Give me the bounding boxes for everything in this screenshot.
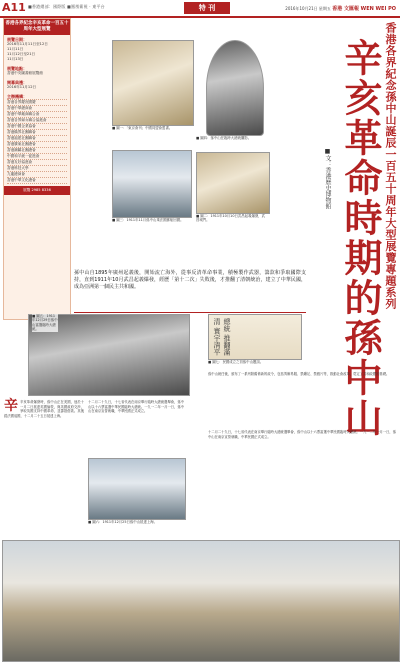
ceremony-title: 開幕典禮：: [7, 80, 27, 85]
organizer-item: 香港中華廠商聯合會: [7, 112, 67, 118]
sidebar-heading: 香港各界紀念辛亥革命一百五十周年大型展覽: [4, 19, 70, 35]
organizer-item: 香港潮屬社團總會: [7, 148, 67, 154]
caption-4: ■ 圖四：孫中山任臨時大總統攝影。: [196, 136, 252, 140]
sidebar-dates: [4, 35, 70, 64]
dates-title: 展覽日期：: [7, 37, 27, 42]
date-line: 11月11日: [7, 47, 24, 51]
caption-1: ■ 圖一：「東京會刊」中國同盟會盟書。: [112, 126, 173, 130]
caption-2: ■ 圖二：1911年10月10日武昌起義爆發，武昌城門。: [196, 214, 266, 223]
page-number: A11: [2, 1, 26, 14]
body-column-3: 孫中山就任後，頒布了一系列除舊佈新的政令，包括剪辮易服、禁纏足、禁鴉片等，推動社會改革，奠定了共和政體的基礎。: [208, 372, 390, 376]
paper-name: 香港 文匯報 WEN WEI PO: [332, 6, 396, 12]
caption-7: ■ 圖七：民國成立之初孫中山題詞。: [208, 360, 264, 364]
organizer-item: 香港中華文化總會: [7, 178, 67, 184]
photo-telegram: [196, 152, 270, 214]
section-tag: 特 刊: [184, 2, 230, 14]
body-column-2: 十二月二十九日，十七省代表在南京舉行臨時大總統選舉會，孫中山以十六票當選中華民國臨時大總統。一九一二年一月一日，孫中山在南京宣誓就職，中華民國正式成立。: [88, 400, 184, 413]
photo-warship: [88, 458, 186, 520]
organizer-item: 香港各界慶祝國慶: [7, 100, 67, 106]
organizer-title: 主辦機構：: [7, 94, 67, 100]
body-column-4: 十二月二十九日，十七省代表在南京舉行臨時大總統選舉會，孫中山以十六票當選中華民國臨時大總統。一九一二年一月一日，孫中山在南京宣誓就職，中華民國正式成立。: [208, 430, 396, 439]
venue-title: 展覽地點：: [7, 66, 27, 71]
calligraphy-text: 總統 推翻滿清 寰宇清平: [213, 318, 231, 356]
organizer-item: 香港福建社團聯會: [7, 136, 67, 142]
intro-paragraph: 孫中山自1895年廣州起義後，開始流亡海外，從事反清革命事業，積極製作武器，籌款和爭取國際支持，直到1911年10月武昌起義爆發，經歷「第十二次」失敗後，才推翻了清朝統治，建立了中華民國，成為亞洲第一個民主共和國。: [74, 270, 306, 290]
date: 2016年10月21日 星期五: [285, 6, 331, 11]
organizer-item: 中國和平統一促進會: [7, 154, 67, 160]
date-line: 2016年11月11日至12日: [7, 42, 48, 46]
dropcap: 辛: [4, 398, 18, 414]
venue-text: 香港中央圖書館展覽館: [7, 71, 43, 75]
body-text-1: 辛亥革命爆發時，孫中山正在美國，他於十一月二日抵達英國倫敦，與英國政府交涉，爭取英國支持中國革命，並籌措借款。其後經法國返國，十二月二十五日抵達上海。: [4, 400, 84, 418]
organizer-item: 香港中國企業協會: [7, 124, 67, 130]
harbour-painting: [2, 540, 400, 662]
organizer-list: [4, 92, 70, 186]
ceremony-text: 2016年11月12日: [7, 85, 37, 89]
organizer-item: 香港友好協進會: [7, 160, 67, 166]
photo-steamship: [112, 150, 192, 218]
body-column-1: [4, 400, 84, 418]
sidebar-venue: [4, 64, 70, 78]
organizer-item: 香港廣東社團總會: [7, 142, 67, 148]
organizer-item: 香港科技大學: [7, 166, 67, 172]
caption-3: ■ 圖三：1911年11月孫中山乘法國郵船回國。: [112, 218, 184, 222]
header-links[interactable]: ■香港總部：國際版 ■鳳凰衛視 · 東平台: [28, 4, 105, 9]
organizer-item: 香港僑界社團聯會: [7, 130, 67, 136]
caption-5: ■ 圖五：1911年12月29日孫中山當選臨時大總統。: [32, 314, 58, 332]
photo-document-book: [112, 40, 194, 126]
organizer-item: 九龍總商會: [7, 172, 67, 178]
main-title: 辛亥革命時期的孫中山: [338, 38, 383, 438]
portrait-photo: [206, 40, 264, 136]
sidebar-ceremony: [4, 78, 70, 92]
event-info-sidebar: [3, 18, 71, 320]
divider: [74, 312, 306, 313]
dateline: [285, 5, 396, 12]
author-credit: ■文：香港歷史博物館: [324, 148, 331, 209]
sidebar-footer: 展覽 2985 8336: [4, 186, 70, 195]
calligraphy-scroll: [208, 314, 302, 360]
header-bar: [0, 0, 400, 18]
date-line: 11月13日: [7, 57, 24, 61]
organizer-item: 香港中華總商會: [7, 106, 67, 112]
organizer-item: 香港各界婦女聯合協進會: [7, 118, 67, 124]
series-subtitle: 香港各界紀念孫中山誕辰一百五十周年大型展覽專題系列: [384, 22, 397, 310]
date-line: 11月12日至21日: [7, 52, 36, 56]
caption-6: ■ 圖六：1911年12月25日孫中山抵達上海。: [88, 520, 158, 524]
